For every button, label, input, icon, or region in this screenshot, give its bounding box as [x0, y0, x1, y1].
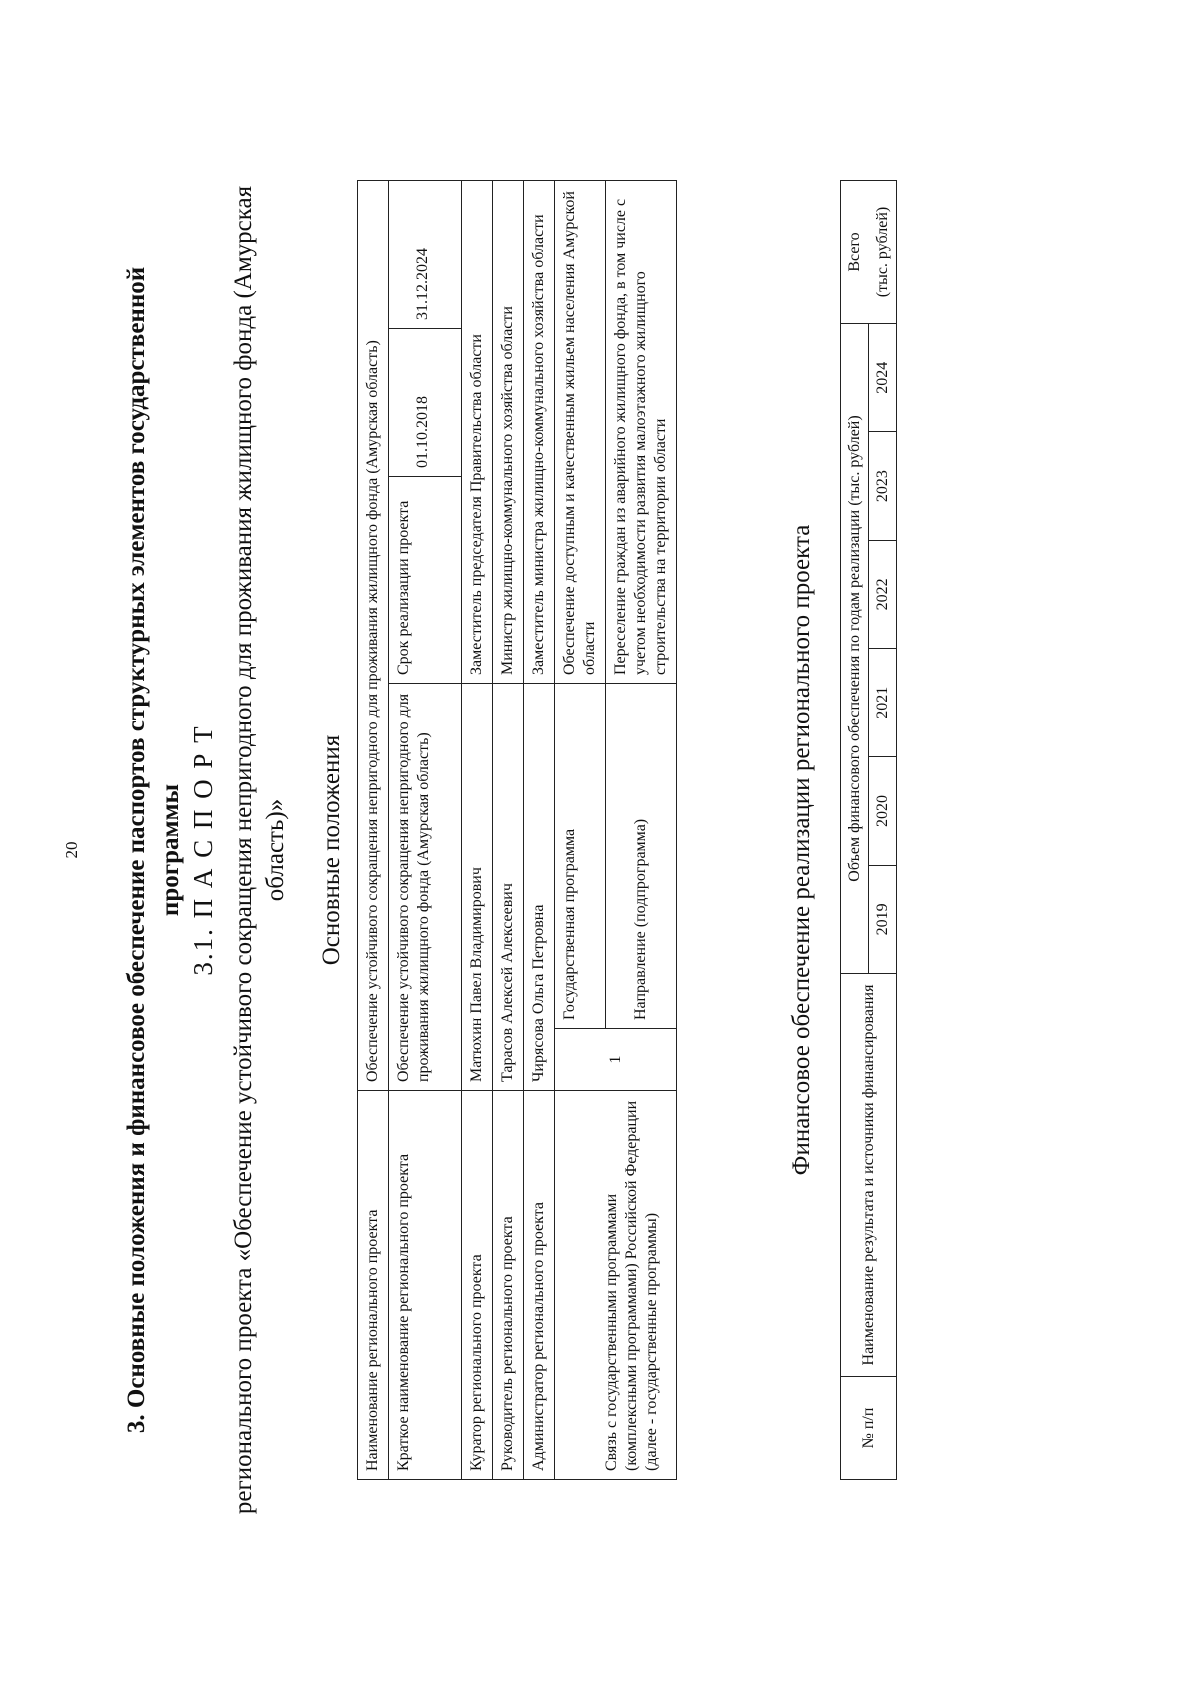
table-row: [358, 181, 389, 1480]
short-value: Обеспечение устойчивого сокращения непригодного для проживания жилищного фонда (Амурская область): [389, 684, 462, 1091]
passport-subtitle: регионального проекта «Обеспечение устойчивого сокращения непригодного для проживания жилищного фонда (Амурская область)»: [230, 185, 289, 1515]
admin-label: Администратор регионального проекта: [524, 1091, 555, 1480]
col-num-header: № п/п: [841, 1377, 897, 1480]
finance-section-title: Финансовое обеспечение реализации регионального проекта: [788, 524, 815, 1176]
year-2021: 2021: [869, 649, 897, 757]
table-row: [389, 181, 462, 1480]
year-2023: 2023: [869, 432, 897, 540]
admin-position: Заместитель министра жилищно-коммунального хозяйства области: [524, 181, 555, 684]
link-number: 1: [555, 1029, 677, 1091]
basic-provisions-table: [357, 180, 677, 1480]
page-number: 20: [62, 841, 81, 859]
table-row: [493, 181, 524, 1480]
curator-position: Заместитель председателя Правительства области: [462, 181, 493, 684]
head-name: Тарасов Алексей Алексеевич: [493, 684, 524, 1091]
finance-table: [840, 180, 897, 1480]
year-2022: 2022: [869, 540, 897, 648]
direction-value: Переселение граждан из аварийного жилищного фонда, в том числе с учетом необходимости развития малоэтажного жилищного строительства на территории области: [606, 181, 677, 684]
term-label: Срок реализации проекта: [389, 477, 462, 684]
link-label: Связь с государственными программами (комплексными программами) Российской Федерации (далее - государственные программы): [555, 1091, 677, 1480]
col-total-header: Всего: [841, 181, 869, 324]
table-row: [524, 181, 555, 1480]
direction-label: Направление (подпрограмма): [606, 684, 677, 1029]
term-end: 31.12.2024: [414, 248, 431, 320]
gov-program-value: Обеспечение доступным и качественным жильем населения Амурской области: [555, 181, 606, 684]
col-total-unit: (тыс. рублей): [869, 181, 897, 324]
year-2024: 2024: [869, 324, 897, 432]
curator-name: Матюхин Павел Владимирович: [462, 684, 493, 1091]
table-row: [462, 181, 493, 1480]
admin-name: Чирясова Ольга Петровна: [524, 684, 555, 1091]
head-position: Министр жилищно-коммунального хозяйства области: [493, 181, 524, 684]
name-value: Обеспечение устойчивого сокращения непригодного для проживания жилищного фонда (Амурская область): [358, 181, 389, 1091]
table-row: [841, 181, 869, 1480]
year-2020: 2020: [869, 757, 897, 865]
term-values: [389, 181, 462, 477]
passport-title: 3.1. П А С П О Р Т: [188, 724, 218, 976]
section-heading: 3. Основные положения и финансовое обеспечение паспортов структурных элементов государственной программы: [123, 266, 184, 1434]
col-name-header: Наименование результата и источники финансирования: [841, 974, 897, 1377]
head-label: Руководитель регионального проекта: [493, 1091, 524, 1480]
col-volume-header: Объем финансового обеспечения по годам реализации (тыс. рублей): [841, 324, 869, 974]
gov-program-label: Государственная программа: [555, 684, 606, 1029]
short-label: Краткое наименование регионального проекта: [389, 1091, 462, 1480]
year-2019: 2019: [869, 865, 897, 973]
curator-label: Куратор регионального проекта: [462, 1091, 493, 1480]
table-row: [555, 181, 606, 1480]
name-label: Наименование регионального проекта: [358, 1091, 389, 1480]
term-start: 01.10.2018: [389, 328, 461, 476]
basic-section-title: Основные положения: [318, 734, 345, 966]
